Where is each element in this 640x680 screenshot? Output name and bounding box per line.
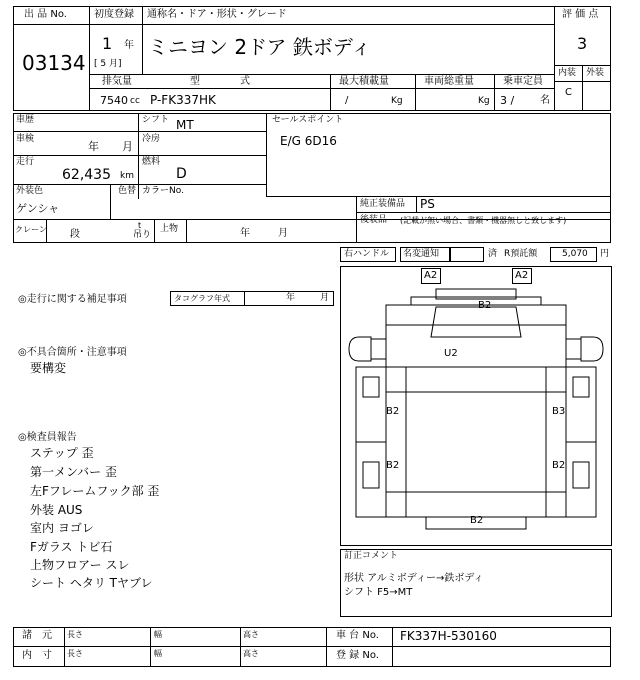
capacity-unit: 名 <box>540 95 550 106</box>
equipment-value: PS <box>420 197 435 211</box>
mileage-value: 62,435 <box>62 167 111 183</box>
rule <box>110 184 111 219</box>
rule <box>138 113 139 199</box>
inspector-item: 室内 ヨゴレ <box>30 521 94 535</box>
separator-label: 済 <box>488 249 498 259</box>
vehicle-diagram <box>340 266 612 546</box>
length-label: 長さ <box>67 649 83 658</box>
model-type-value: P-FK337HK <box>150 93 216 107</box>
crane-label: クレーン <box>15 225 47 234</box>
rule <box>266 113 267 196</box>
crane-stage: 段 <box>70 229 80 240</box>
inspector-item: 左Fフレームフック部 歪 <box>30 484 160 498</box>
damage-mark: B2 <box>386 406 400 417</box>
inspector-report-label: ◎検査員報告 <box>18 432 77 443</box>
max-load-unit: Kg <box>391 96 403 106</box>
color-value: ゲンシャ <box>16 202 60 215</box>
capacity-label: 乗車定員 <box>503 76 543 87</box>
color-label: 外装色 <box>16 186 44 196</box>
recycle-label: R預託額 <box>504 249 538 259</box>
first-registration-label: 初度登録 <box>94 9 134 20</box>
inspection-year: 年 <box>88 140 99 153</box>
rule <box>554 6 555 111</box>
fuel-value: D <box>176 166 187 182</box>
correction-label: 訂正コメント <box>344 551 399 561</box>
inspection-label: 車検 <box>16 134 35 144</box>
sales-point-value: E/G 6D16 <box>280 134 337 148</box>
max-load-label: 最大積載量 <box>339 76 389 87</box>
aftermarket-label: 後装品 <box>360 215 388 225</box>
tachograph-month: 月 <box>320 293 330 303</box>
chassis-number: FK337H-530160 <box>400 629 497 643</box>
color-code-label: カラーNo. <box>142 186 184 196</box>
model-type-label: 型 式 <box>190 76 250 87</box>
ac-label: 冷房 <box>142 134 161 144</box>
equipment-label: 純正装備品 <box>360 199 406 209</box>
registration-number-label: 登 録 No. <box>336 650 379 661</box>
capacity-value: 3 / <box>500 94 515 107</box>
inspector-item: 外装 AUS <box>30 503 83 517</box>
rule <box>154 219 155 243</box>
rule <box>266 196 611 197</box>
height-label: 高さ <box>243 649 259 658</box>
inspector-item: 第一メンバー 歪 <box>30 465 117 479</box>
damage-mark: B2 <box>552 460 566 471</box>
color-change-label: 色替 <box>118 186 137 196</box>
crane-ton: t <box>138 221 142 230</box>
rule <box>240 627 241 667</box>
damage-mark: B2 <box>478 300 492 311</box>
rule <box>13 184 266 185</box>
chassis-number-label: 車 台 No. <box>336 630 379 641</box>
aftermarket-note: (記載が無い場合、書類・機器無しと致します) <box>400 216 567 225</box>
year-unit: 年 <box>124 40 134 51</box>
body-month: 月 <box>278 228 288 239</box>
displacement-value: 7540 <box>100 94 128 107</box>
rule <box>89 88 554 89</box>
lot-number: 03134 <box>22 51 86 75</box>
lot-number-label: 出 品 No. <box>24 9 67 20</box>
exterior-grade-label: 外装 <box>586 68 605 78</box>
rule <box>326 627 327 667</box>
damage-mark: B2 <box>386 460 400 471</box>
dimensions-label: 諸 元 <box>22 630 52 641</box>
rule <box>415 74 416 111</box>
shift-value: MT <box>176 118 194 132</box>
rule <box>356 196 357 243</box>
rule <box>13 131 266 132</box>
model-name: ミニヨン 2ドア 鉄ボディ <box>148 35 372 59</box>
rule <box>13 155 266 156</box>
gross-weight-label: 車両総重量 <box>424 76 474 87</box>
right-hand-label: 右ハンドル <box>344 249 390 259</box>
rule <box>142 6 143 74</box>
width-label: 幅 <box>154 649 162 658</box>
truck-diagram <box>341 267 611 545</box>
max-load-separator: / <box>345 95 349 106</box>
rule <box>416 196 417 212</box>
body-label: 上物 <box>160 224 179 234</box>
rule <box>89 6 90 111</box>
rule <box>13 646 611 647</box>
inspector-item: 上物フロアー スレ <box>30 558 130 572</box>
inspector-item: シート ヘタリ Tヤブレ <box>30 576 153 590</box>
driving-notes-label: ◎走行に関する補足事項 <box>18 294 127 305</box>
interior-grade-value: C <box>565 87 572 98</box>
rule <box>89 24 554 25</box>
damage-mark: B2 <box>470 515 484 526</box>
footer-frame <box>13 627 611 667</box>
interior-dimensions-label: 内 寸 <box>22 650 52 661</box>
rule <box>356 212 611 213</box>
damage-mark: B3 <box>552 406 566 417</box>
first-registration-year: 1 <box>102 34 113 53</box>
mileage-label: 走行 <box>16 157 35 167</box>
fuel-label: 燃料 <box>142 157 161 167</box>
damage-mark: A2 <box>515 270 529 281</box>
inspector-item: Fガラス トビ石 <box>30 540 113 554</box>
tachograph-year: 年 <box>286 293 296 303</box>
tachograph-label: タコグラフ年式 <box>174 294 230 303</box>
grade-label: 評 価 点 <box>562 9 599 20</box>
inspection-month: 月 <box>122 140 133 153</box>
first-registration-month: [ 5 月] <box>94 59 122 69</box>
gross-weight-unit: Kg <box>478 96 490 106</box>
crane-hang: 吊り <box>133 230 152 240</box>
mileage-unit: km <box>120 171 134 181</box>
interior-grade-label: 内装 <box>558 68 577 78</box>
yen-unit: 円 <box>600 249 610 259</box>
damage-mark: U2 <box>444 348 458 359</box>
height-label: 高さ <box>243 630 259 639</box>
length-label: 長さ <box>67 630 83 639</box>
model-name-label: 通称名・ドア・形状・グレード <box>147 9 287 20</box>
name-change-label: 名変通知 <box>403 249 440 259</box>
inspector-item: ステップ 歪 <box>30 446 94 460</box>
rule <box>392 627 393 667</box>
name-change-field <box>450 247 484 262</box>
rule <box>150 627 151 667</box>
rule <box>582 65 583 111</box>
correction-line: シフト F5→MT <box>344 587 413 598</box>
rule <box>64 627 65 667</box>
rule <box>186 219 187 243</box>
defects-value: 要構変 <box>30 361 67 375</box>
displacement-label: 排気量 <box>102 76 132 87</box>
rule <box>89 74 554 75</box>
shift-label: シフト <box>142 115 170 125</box>
width-label: 幅 <box>154 630 162 639</box>
grade-value: 3 <box>577 34 588 53</box>
rule <box>494 74 495 111</box>
damage-mark: A2 <box>424 270 438 281</box>
rule <box>13 24 89 25</box>
history-label: 車歴 <box>16 115 35 125</box>
rule <box>244 291 245 306</box>
body-year: 年 <box>240 228 250 239</box>
sales-point-label: セールスポイント <box>272 115 344 125</box>
displacement-unit: cc <box>130 96 140 106</box>
recycle-value: 5,070 <box>562 249 588 259</box>
correction-line: 形状 アルミボディー→鉄ボディ <box>344 573 484 584</box>
rule <box>330 74 331 111</box>
defects-label: ◎不具合箇所・注意事項 <box>18 347 127 358</box>
